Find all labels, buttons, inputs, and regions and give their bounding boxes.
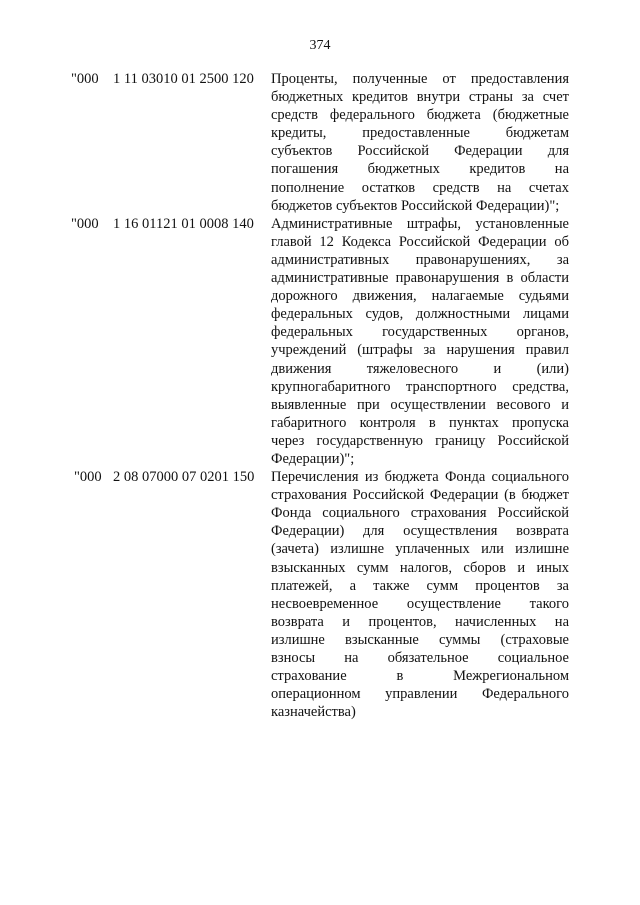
budget-code-entry	[0, 70, 640, 215]
description-line: страхование в Межрегиональном	[271, 668, 569, 685]
page-number: 374	[309, 38, 331, 53]
budget-code-entry	[0, 468, 640, 721]
entry-description	[271, 70, 569, 215]
description-line: бюджетов субъектов Российской Федерации)";	[271, 197, 560, 214]
description-line: административные правонарушения в области	[271, 270, 569, 287]
budget-classification-code: 1 11 03010 01 2500 120	[113, 71, 254, 87]
description-line: кредиты, предоставленные бюджетам	[271, 125, 569, 142]
description-line: крупногабаритного транспортного средства,	[271, 378, 569, 395]
description-line: движения тяжеловесного и (или)	[271, 360, 569, 377]
budget-classification-code: 2 08 07000 07 0201 150	[113, 469, 255, 486]
description-line: погашения бюджетных кредитов на	[271, 161, 569, 178]
description-line: казначейства)	[271, 704, 356, 721]
description-line: федеральных судов, должностными лицами	[271, 306, 569, 323]
entry-description	[271, 468, 569, 721]
description-line: административных правонарушениях, за	[271, 251, 569, 268]
description-line: выявленные при осуществлении весового и	[271, 396, 569, 413]
description-line: через государственную границу Российской	[271, 432, 569, 449]
entry-description	[271, 215, 569, 468]
description-line: возврата и процентов, начисленных на	[271, 613, 569, 630]
description-line: Перечисления из бюджета Фонда социального	[271, 469, 569, 486]
description-line: несвоевременное осуществление такого	[271, 595, 569, 612]
description-line: взысканных сумм налогов, сборов и иных	[271, 559, 569, 576]
description-line: Фонда социального страхования Российской	[271, 505, 569, 522]
description-line: субъектов Российской Федерации для	[271, 143, 569, 160]
budget-code-entry	[0, 215, 640, 468]
budget-code-list	[0, 70, 640, 721]
entry-prefix: "000	[74, 469, 102, 486]
description-line: Административные штрафы, установленные	[271, 215, 569, 232]
description-line: бюджетных кредитов внутри страны за счет	[271, 89, 569, 106]
description-line: Федерации)";	[271, 450, 355, 467]
description-line: Федерации) для осуществления возврата	[271, 523, 569, 540]
description-line: главой 12 Кодекса Российской Федерации об	[271, 233, 569, 250]
description-line: излишне взысканные суммы (страховые	[271, 631, 569, 648]
description-line: платежей, а также сумм процентов за	[271, 577, 569, 594]
description-line: габаритного контроля в пунктах пропуска	[271, 414, 569, 431]
description-line: пополнение остатков средств на счетах	[271, 179, 569, 196]
budget-classification-code: 1 16 01121 01 0008 140	[113, 215, 254, 232]
entry-prefix: "000	[71, 71, 99, 87]
description-line: федеральных государственных органов,	[271, 324, 569, 341]
description-line: взносы на обязательное социальное	[271, 650, 569, 666]
description-line: средств федерального бюджета (бюджетные	[271, 107, 569, 124]
description-line: страхования Российской Федерации (в бюджет	[271, 487, 569, 504]
description-line: учреждений (штрафы за нарушения правил	[271, 342, 569, 359]
description-line: операционном управлении Федерального	[271, 686, 569, 703]
entry-prefix: "000	[71, 215, 99, 232]
description-line: Проценты, полученные от предоставления	[271, 71, 569, 87]
description-line: (зачета) излишне уплаченных или излишне	[271, 541, 569, 558]
description-line: дорожного движения, налагаемые судьями	[271, 288, 569, 305]
